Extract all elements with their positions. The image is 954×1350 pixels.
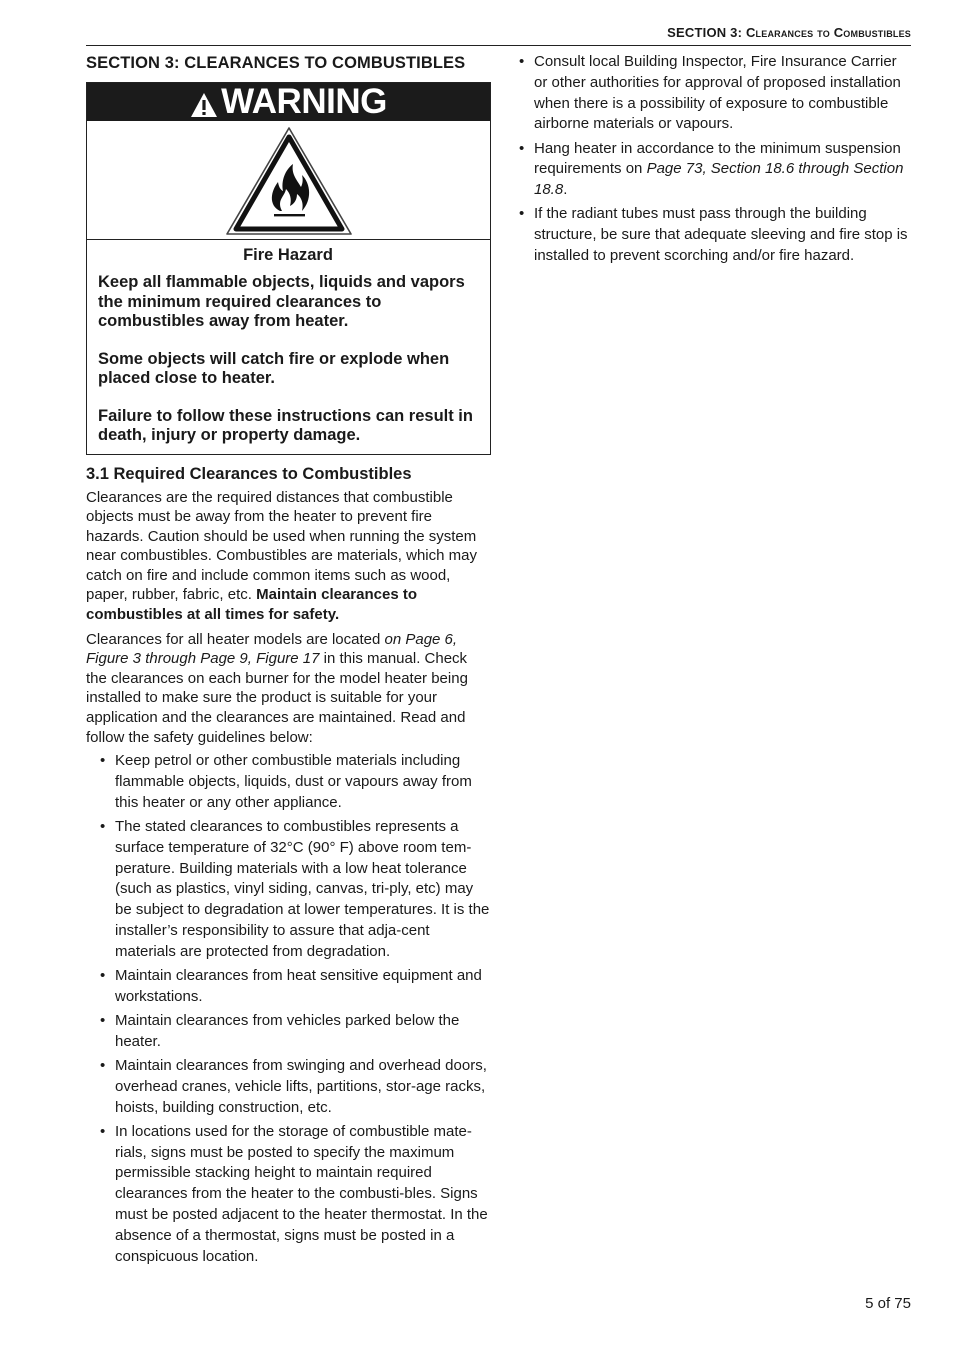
left-column [86, 52, 492, 1271]
list-item-text: If the radiant tubes must pass through the building structure, be sure that adequate sleeving and fire stop is installed to prevent scorching and/or fire hazard. [534, 205, 908, 264]
right-column [518, 52, 910, 270]
list-item-text: Maintain clearances from vehicles parked below the heater. [115, 1011, 460, 1050]
bullet-icon: • [519, 53, 525, 70]
list-item [86, 1122, 492, 1268]
list-item-text: In locations used for the storage of combustible mate-rials, signs must be posted to specify the maximum permissible stacking height to maintain required clearances from the heater to the combusti-bles. Signs must be posted adjacent to the heater thermostat. In the absence of a thermostat, signs must be posted in a conspicuous location. [115, 1122, 488, 1265]
running-header-prefix: SECTION 3: [667, 25, 743, 40]
list-item [86, 817, 492, 963]
bullet-icon: • [100, 1011, 106, 1029]
list-item [86, 1011, 492, 1053]
warning-banner [87, 83, 490, 121]
bullet-icon: • [100, 966, 106, 984]
list-item [86, 751, 492, 813]
safety-bullet-list [86, 751, 492, 1267]
running-header-title: Clearances to Combustibles [745, 25, 911, 40]
fire-hazard-icon [224, 125, 354, 237]
section-title: SECTION 3: CLEARANCES TO COMBUSTIBLES [86, 54, 466, 72]
warning-box [86, 82, 491, 455]
safety-bullet-list [518, 52, 910, 267]
paragraph-text: Clearances are the required distances that combustible objects must be away from the heater to prevent fire hazards. Caution should be used when running the system near combustibles. Combustibles are materials, which may catch on fire and include common items such as wood, paper, rubber, fabric, etc. [86, 488, 477, 604]
bullet-icon: • [100, 752, 106, 770]
page-number: 5 of 75 [865, 1295, 911, 1312]
bullet-icon: • [100, 1056, 106, 1074]
list-item [518, 139, 910, 201]
bullet-icon: • [519, 139, 525, 157]
list-item-text: The stated clearances to combustibles represents a surface temperature of 32°C (90° F) above room tem-perature. Building materials with a low heat tolerance (such as plastics, vinyl siding, canvas, tri-ply, etc) may be subject to degradation at lower temperatures. It is the installer’s responsibility to assure that adja-cent materials are protected from degradation. [115, 818, 490, 960]
bullet-icon: • [100, 818, 106, 835]
list-item [518, 52, 910, 135]
section-reference: Page 73, Section 18.6 through Section 18.8 [534, 160, 904, 199]
warning-triangle-icon [190, 88, 218, 126]
list-item-text: Maintain clearances from heat sensitive equipment and workstations. [115, 966, 482, 1005]
list-item-text: Consult local Building Inspector, Fire Insurance Carrier or other authorities for approval of proposed installation when there is a possibility of exposure to combustible airborne materials or vapours. [534, 53, 901, 133]
list-item-text: . [563, 181, 568, 199]
list-item-text: Maintain clearances from swinging and overhead doors, overhead cranes, vehicle lifts, partitions, stor-age racks, hoists, building construction, etc. [115, 1056, 487, 1116]
warning-text [87, 240, 490, 454]
list-item [86, 1056, 492, 1118]
bold-emphasis: Maintain clearances to combustibles at all times for safety. [86, 586, 418, 624]
figure-reference: on Page 6, Figure 3 through Page 9, Figure 17 [86, 630, 458, 668]
warning-paragraph: Failure to follow these instructions can result in death, injury or property damage. [98, 406, 473, 444]
list-item [86, 966, 492, 1008]
body-paragraph [86, 488, 492, 625]
list-item-text: Keep petrol or other combustible materials including flammable objects, liquids, dust or vapours away from this heater or any other appliance. [115, 752, 472, 811]
paragraph-text: in this manual. Check the clearances on each burner for the model heater being installed to make sure the product is suitable for your application and the clearances are maintained. Read and follow the safety guidelines below: [86, 650, 468, 746]
warning-paragraph: Keep all flammable objects, liquids and vapors the minimum required clearances to combustibles away from heater. [98, 273, 465, 330]
paragraph-text: Clearances for all heater models are located [86, 630, 385, 648]
bullet-icon: • [100, 1122, 106, 1140]
warning-paragraph: Some objects will catch fire or explode when placed close to heater. [98, 349, 450, 387]
bullet-icon: • [519, 205, 525, 223]
subsection-heading: 3.1 Required Clearances to Combustibles [86, 464, 412, 483]
running-header [86, 22, 911, 46]
list-item-text: Hang heater in accordance to the minimum suspension requirements on [534, 139, 901, 178]
body-paragraph [86, 630, 492, 748]
warning-label: WARNING [221, 82, 387, 121]
list-item [518, 204, 910, 266]
hazard-symbol [87, 121, 490, 240]
hazard-name: Fire Hazard [243, 246, 333, 264]
